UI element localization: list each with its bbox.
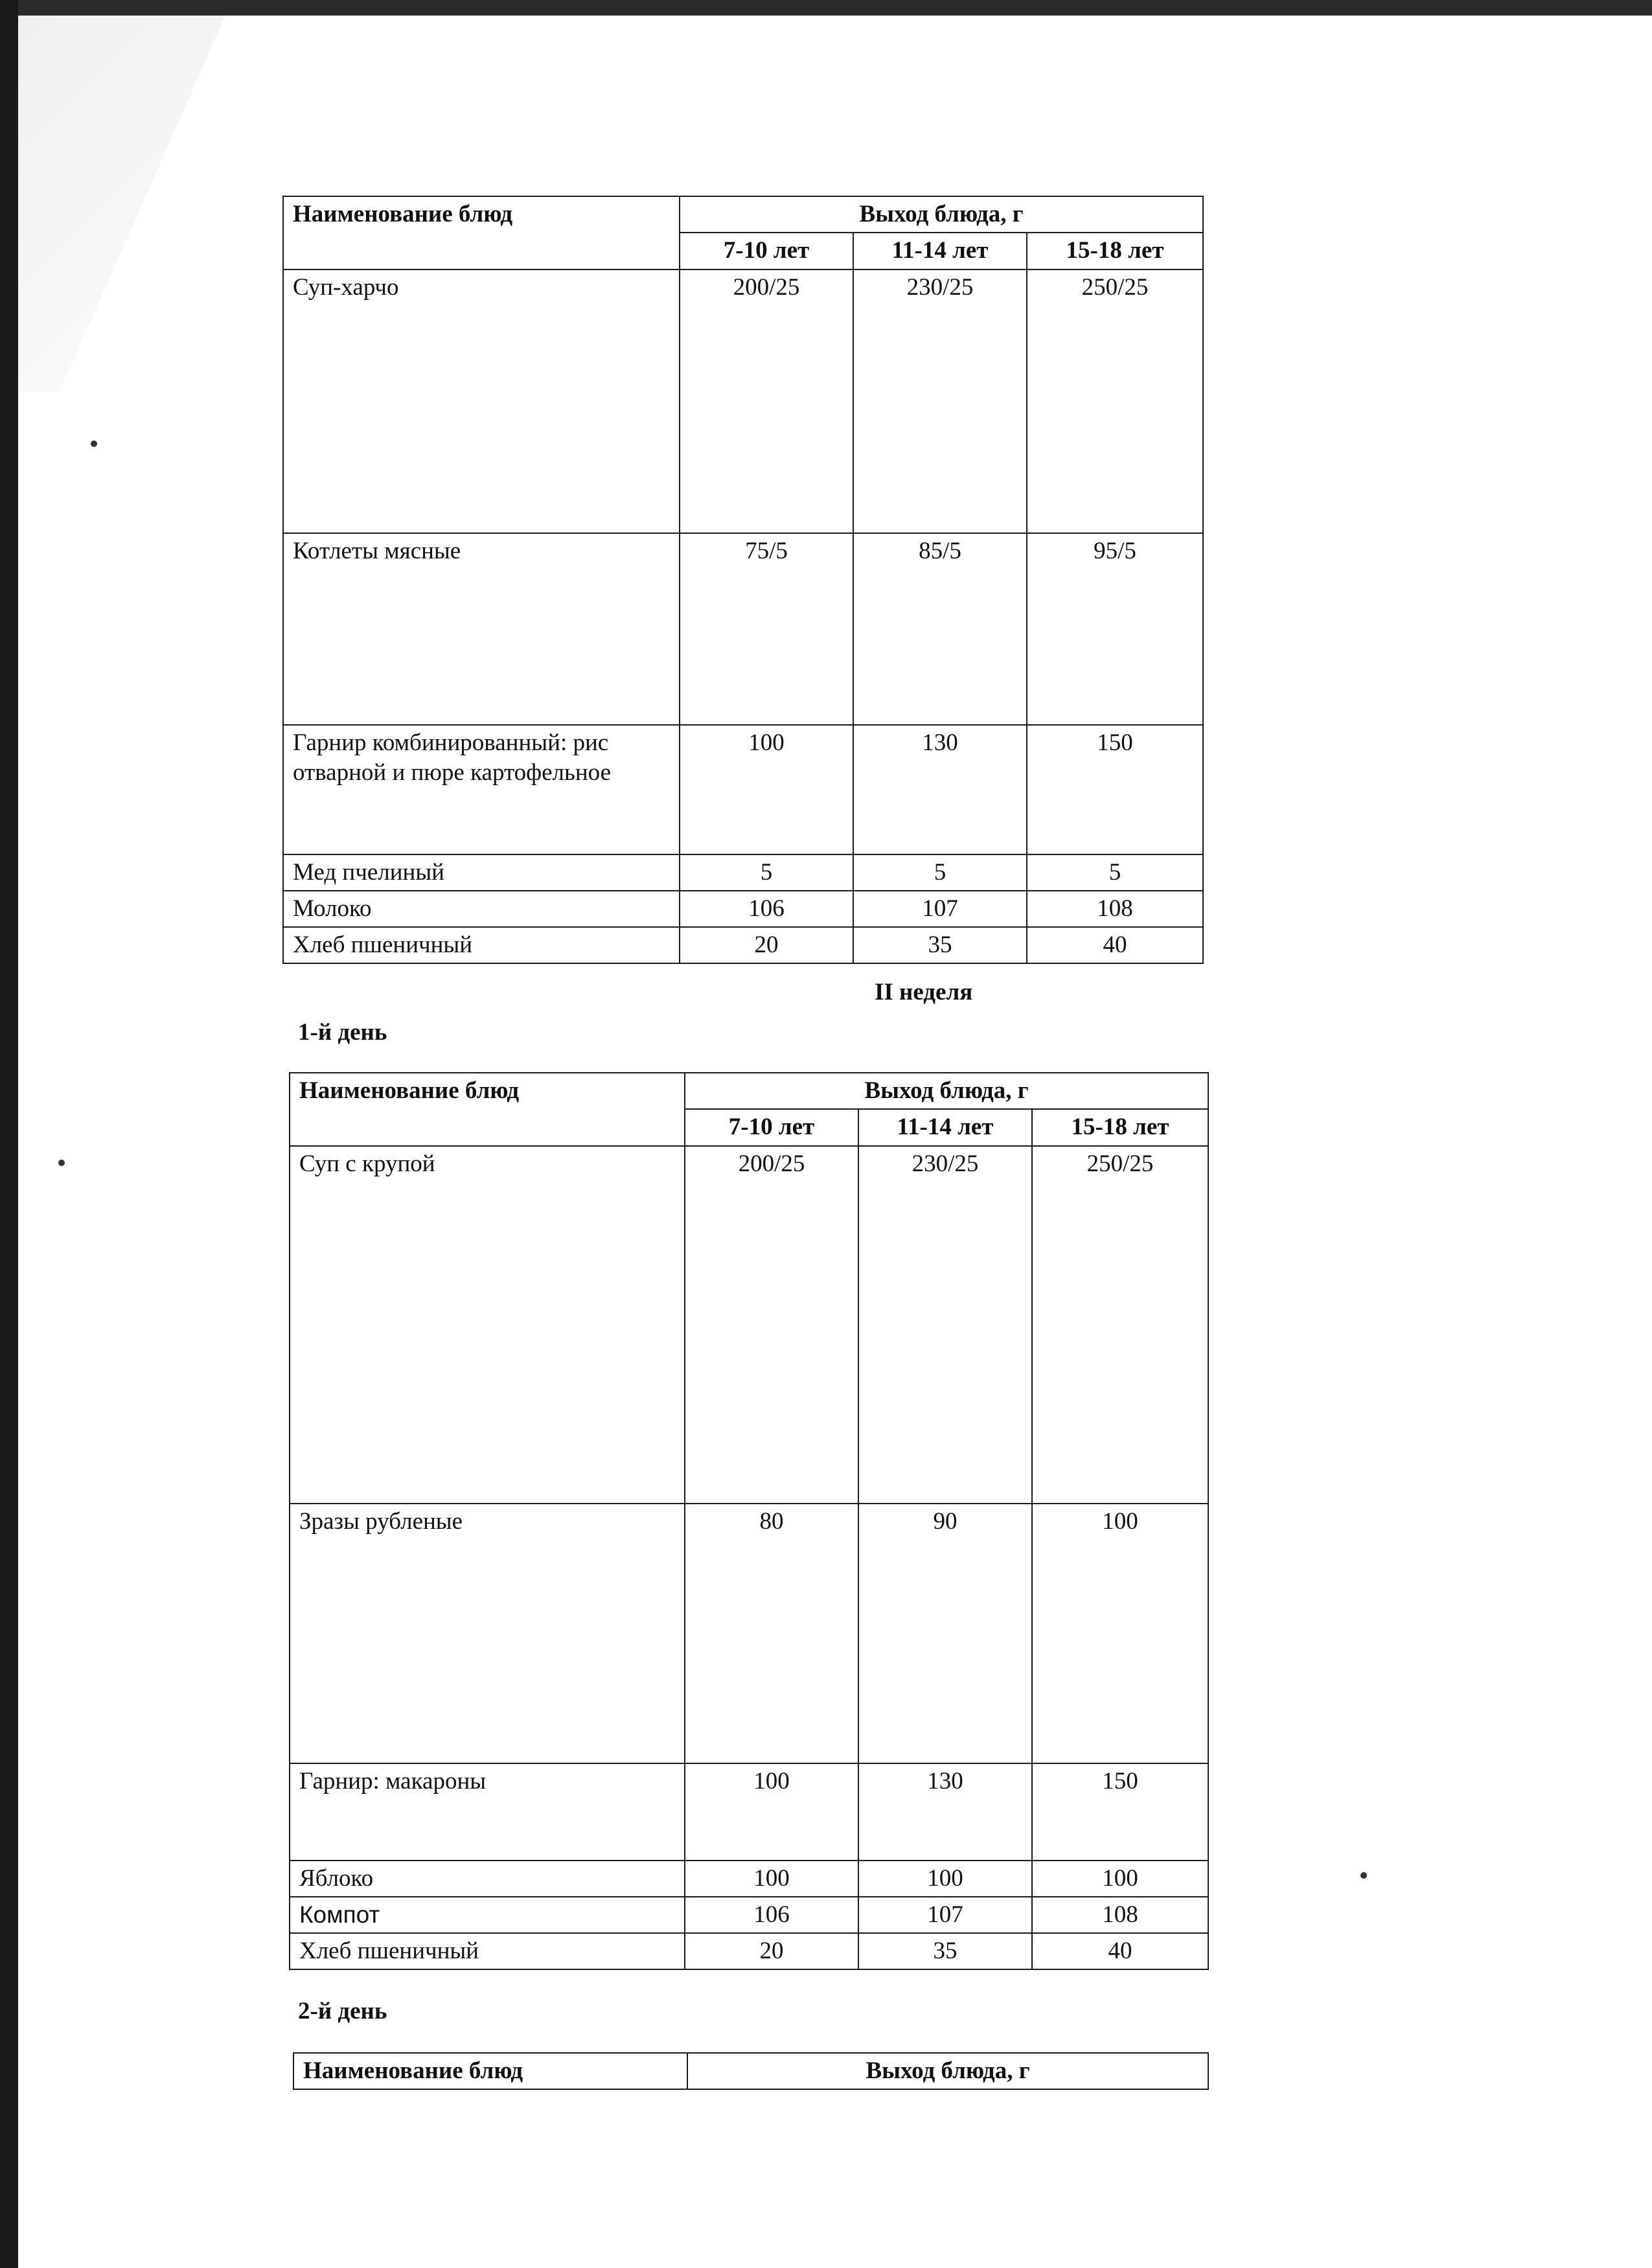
scan-left-edge (0, 0, 18, 2268)
dish-value: 250/25 (1032, 1146, 1208, 1504)
menu-table-2 (289, 1072, 1209, 1970)
dish-value: 130 (858, 1763, 1032, 1861)
dish-value: 90 (858, 1504, 1032, 1763)
dish-value: 200/25 (680, 269, 853, 533)
dish-value: 35 (858, 1933, 1032, 1969)
table-row (283, 927, 1203, 963)
dish-name: Мед пчелиный (283, 854, 680, 891)
header-output: Выход блюда, г (685, 1073, 1208, 1109)
dish-value: 20 (680, 927, 853, 963)
dish-name: Компот (290, 1897, 685, 1933)
scan-top-edge (0, 0, 1652, 16)
dish-value: 200/25 (685, 1146, 858, 1504)
dish-name: Хлеб пшеничный (290, 1933, 685, 1969)
dish-value: 85/5 (853, 533, 1027, 725)
table-row (290, 1897, 1208, 1933)
dish-name: Суп-харчо (283, 269, 680, 533)
dish-value: 100 (1032, 1861, 1208, 1897)
day-label: 1-й день (298, 1019, 387, 1046)
dish-value: 5 (853, 854, 1027, 891)
header-age: 7-10 лет (680, 233, 853, 269)
table-row (283, 533, 1203, 725)
dish-name: Молоко (283, 891, 680, 927)
header-dish-name: Наименование блюд (290, 1073, 685, 1146)
header-age: 15-18 лет (1032, 1109, 1208, 1145)
table-row (290, 1146, 1208, 1504)
dish-value: 106 (680, 891, 853, 927)
dish-name: Суп с крупой (290, 1146, 685, 1504)
header-dish-name: Наименование блюд (293, 2053, 687, 2089)
header-age: 15-18 лет (1027, 233, 1203, 269)
dish-value: 100 (680, 725, 853, 854)
dish-value: 5 (680, 854, 853, 891)
table-row (290, 1861, 1208, 1897)
dish-name: Гарнир: макароны (290, 1763, 685, 1861)
dish-value: 100 (685, 1861, 858, 1897)
dish-value: 106 (685, 1897, 858, 1933)
dish-value: 150 (1032, 1763, 1208, 1861)
dish-value: 95/5 (1027, 533, 1203, 725)
dish-name: Хлеб пшеничный (283, 927, 680, 963)
dish-value: 107 (858, 1897, 1032, 1933)
dish-value: 250/25 (1027, 269, 1203, 533)
table-row (290, 1933, 1208, 1969)
dish-value: 35 (853, 927, 1027, 963)
dish-value: 5 (1027, 854, 1203, 891)
scan-speck (58, 1160, 65, 1166)
header-output: Выход блюда, г (687, 2053, 1208, 2089)
week-title: II неделя (875, 979, 973, 1005)
dish-value: 40 (1032, 1933, 1208, 1969)
table-row (290, 1504, 1208, 1763)
dish-value: 100 (858, 1861, 1032, 1897)
dish-value: 108 (1027, 891, 1203, 927)
dish-value: 108 (1032, 1897, 1208, 1933)
dish-name: Котлеты мясные (283, 533, 680, 725)
header-output: Выход блюда, г (680, 196, 1203, 233)
table-row (290, 1763, 1208, 1861)
menu-table-1 (282, 196, 1204, 964)
header-age: 11-14 лет (853, 233, 1027, 269)
table-row (283, 725, 1203, 854)
header-dish-name: Наименование блюд (283, 196, 680, 269)
dish-value: 107 (853, 891, 1027, 927)
header-age: 11-14 лет (858, 1109, 1032, 1145)
table-row (283, 854, 1203, 891)
dish-value: 100 (1032, 1504, 1208, 1763)
dish-value: 150 (1027, 725, 1203, 854)
dish-value: 100 (685, 1763, 858, 1861)
dish-value: 130 (853, 725, 1027, 854)
scan-speck (91, 441, 97, 447)
dish-name: Яблоко (290, 1861, 685, 1897)
scan-speck (1360, 1872, 1367, 1879)
dish-name: Зразы рубленые (290, 1504, 685, 1763)
header-age: 7-10 лет (685, 1109, 858, 1145)
dish-value: 40 (1027, 927, 1203, 963)
dish-value: 80 (685, 1504, 858, 1763)
menu-table-3 (293, 2052, 1209, 2090)
scan-page-fold (18, 16, 225, 391)
dish-value: 230/25 (858, 1146, 1032, 1504)
dish-value: 230/25 (853, 269, 1027, 533)
dish-name: Гарнир комбинированный: рис отварной и пюре картофельное (283, 725, 680, 854)
day-label: 2-й день (298, 1998, 387, 2024)
table-row (283, 269, 1203, 533)
dish-value: 20 (685, 1933, 858, 1969)
dish-value: 75/5 (680, 533, 853, 725)
table-row (283, 891, 1203, 927)
